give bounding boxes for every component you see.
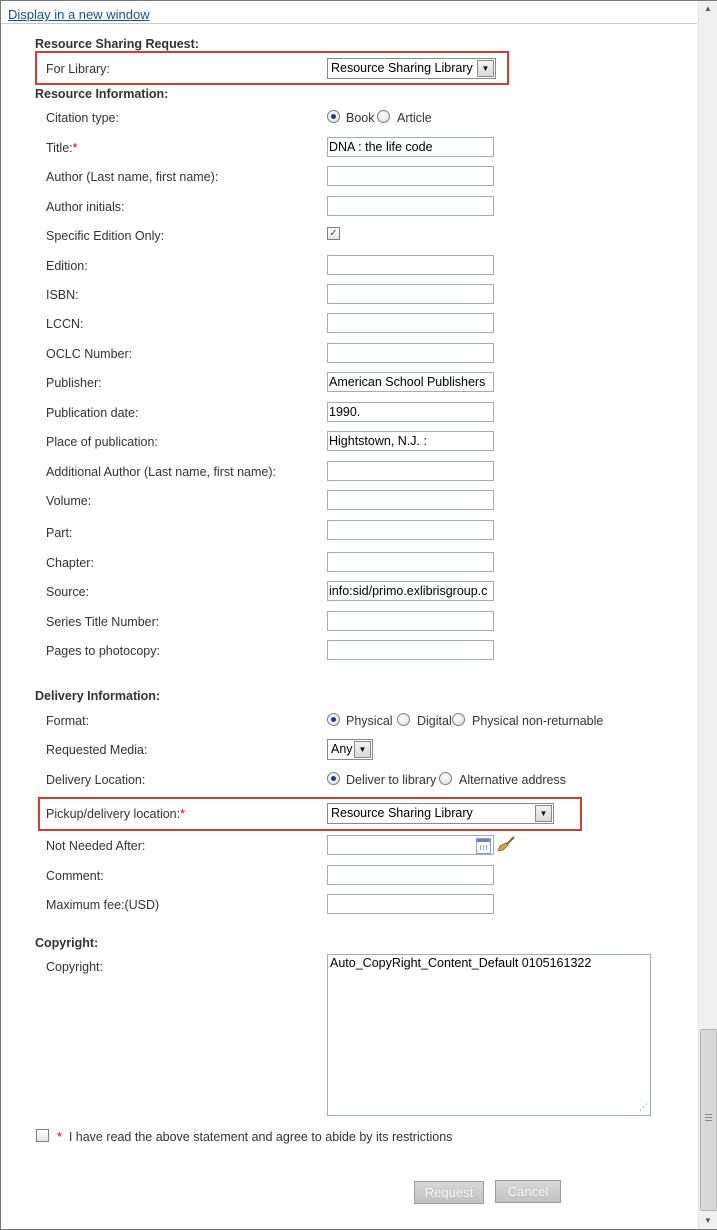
chevron-down-icon: ▼: [354, 741, 371, 758]
title-input[interactable]: DNA : the life code: [327, 137, 494, 157]
clear-broom-icon[interactable]: [497, 836, 515, 852]
additional-author-label: Additional Author (Last name, first name):: [46, 465, 276, 479]
format-nonreturnable-radio[interactable]: [452, 713, 465, 726]
citation-book-label: Book: [346, 111, 375, 125]
citation-type-label: Citation type:: [46, 111, 119, 125]
scroll-down-arrow-icon[interactable]: ▼: [704, 1216, 712, 1225]
specific-edition-checkbox[interactable]: ✓: [327, 227, 340, 240]
author-input[interactable]: [327, 166, 494, 186]
top-bar: [1, 1, 697, 24]
citation-article-label: Article: [397, 111, 432, 125]
copyright-heading: Copyright:: [35, 936, 99, 950]
format-physical-label: Physical: [346, 714, 393, 728]
edition-label: Edition:: [46, 259, 88, 273]
author-label: Author (Last name, first name):: [46, 170, 219, 184]
maximum-fee-label: Maximum fee:(USD): [46, 898, 160, 912]
agreement-label: * I have read the above statement and agree to abide by its restrictions: [57, 1130, 453, 1144]
scroll-up-arrow-icon[interactable]: ▲: [704, 4, 712, 13]
for-library-value: Resource Sharing Library: [331, 61, 473, 75]
publication-date-label: Publication date:: [46, 406, 139, 420]
format-digital-radio[interactable]: [397, 713, 410, 726]
requested-media-label: Requested Media:: [46, 743, 148, 757]
part-input[interactable]: [327, 520, 494, 540]
not-needed-after-label: Not Needed After:: [46, 839, 146, 853]
requested-media-select[interactable]: [327, 739, 373, 760]
deliver-to-library-radio[interactable]: [327, 772, 340, 785]
request-button[interactable]: Request: [414, 1181, 484, 1204]
pickup-location-label: Pickup/delivery location:*: [46, 807, 185, 821]
format-digital-label: Digital: [417, 714, 452, 728]
publication-date-input[interactable]: 1990.: [327, 402, 494, 422]
copyright-textarea[interactable]: [327, 954, 651, 1116]
edition-input[interactable]: [327, 255, 494, 275]
title-label: Title:*: [46, 141, 78, 155]
chapter-label: Chapter:: [46, 556, 94, 570]
volume-label: Volume:: [46, 494, 92, 508]
citation-book-radio[interactable]: [327, 110, 340, 123]
citation-article-radio[interactable]: [377, 110, 390, 123]
calendar-icon[interactable]: [476, 838, 491, 854]
delivery-location-label: Delivery Location:: [46, 773, 146, 787]
pickup-location-value: Resource Sharing Library: [331, 806, 473, 820]
scrollbar-thumb[interactable]: [700, 1029, 717, 1211]
pages-to-photocopy-label: Pages to photocopy:: [46, 644, 160, 658]
cancel-button[interactable]: Cancel: [495, 1180, 561, 1203]
place-of-publication-input[interactable]: Hightstown, N.J. :: [327, 431, 494, 451]
copyright-text: Auto_CopyRight_Content_Default 0105161322: [330, 956, 592, 970]
comment-input[interactable]: [327, 865, 494, 885]
publisher-input[interactable]: American School Publishers: [327, 372, 494, 392]
series-title-number-input[interactable]: [327, 611, 494, 631]
oclc-label: OCLC Number:: [46, 347, 133, 361]
format-nonreturnable-label: Physical non-returnable: [472, 714, 604, 728]
publisher-label: Publisher:: [46, 376, 102, 390]
source-input[interactable]: info:sid/primo.exlibrisgroup.c: [327, 581, 494, 601]
series-title-number-label: Series Title Number:: [46, 615, 160, 629]
resize-grip-icon[interactable]: ⋰: [639, 1102, 648, 1112]
deliver-to-library-label: Deliver to library: [346, 773, 437, 787]
pickup-location-select[interactable]: [327, 803, 554, 824]
not-needed-after-input[interactable]: [327, 835, 494, 855]
delivery-info-heading: Delivery Information:: [35, 689, 161, 703]
isbn-input[interactable]: [327, 284, 494, 304]
source-label: Source:: [46, 585, 90, 599]
display-new-window-link[interactable]: Display in a new window: [8, 7, 150, 22]
for-library-select[interactable]: [327, 58, 496, 79]
maximum-fee-input[interactable]: [327, 894, 494, 914]
agreement-checkbox[interactable]: [36, 1129, 49, 1142]
lccn-label: LCCN:: [46, 317, 84, 331]
format-label: Format:: [46, 714, 90, 728]
resource-info-heading: Resource Information:: [35, 87, 169, 101]
alternative-address-label: Alternative address: [459, 773, 567, 787]
additional-author-input[interactable]: [327, 461, 494, 481]
author-initials-label: Author initials:: [46, 200, 125, 214]
isbn-label: ISBN:: [46, 288, 79, 302]
part-label: Part:: [46, 526, 73, 540]
comment-label: Comment:: [46, 869, 104, 883]
alternative-address-radio[interactable]: [439, 772, 452, 785]
lccn-input[interactable]: [327, 313, 494, 333]
pages-to-photocopy-input[interactable]: [327, 640, 494, 660]
chapter-input[interactable]: [327, 552, 494, 572]
resource-sharing-heading: Resource Sharing Request:: [35, 37, 199, 51]
requested-media-value: Any: [331, 742, 353, 756]
author-initials-input[interactable]: [327, 196, 494, 216]
chevron-down-icon: ▼: [477, 60, 494, 77]
format-physical-radio[interactable]: [327, 713, 340, 726]
place-of-publication-label: Place of publication:: [46, 435, 158, 449]
volume-input[interactable]: [327, 490, 494, 510]
specific-edition-label: Specific Edition Only:: [46, 229, 165, 243]
chevron-down-icon: ▼: [535, 805, 552, 822]
copyright-label: Copyright:: [46, 960, 103, 974]
for-library-label: For Library:: [46, 62, 110, 76]
oclc-input[interactable]: [327, 343, 494, 363]
vertical-scrollbar[interactable]: [698, 1, 717, 1229]
